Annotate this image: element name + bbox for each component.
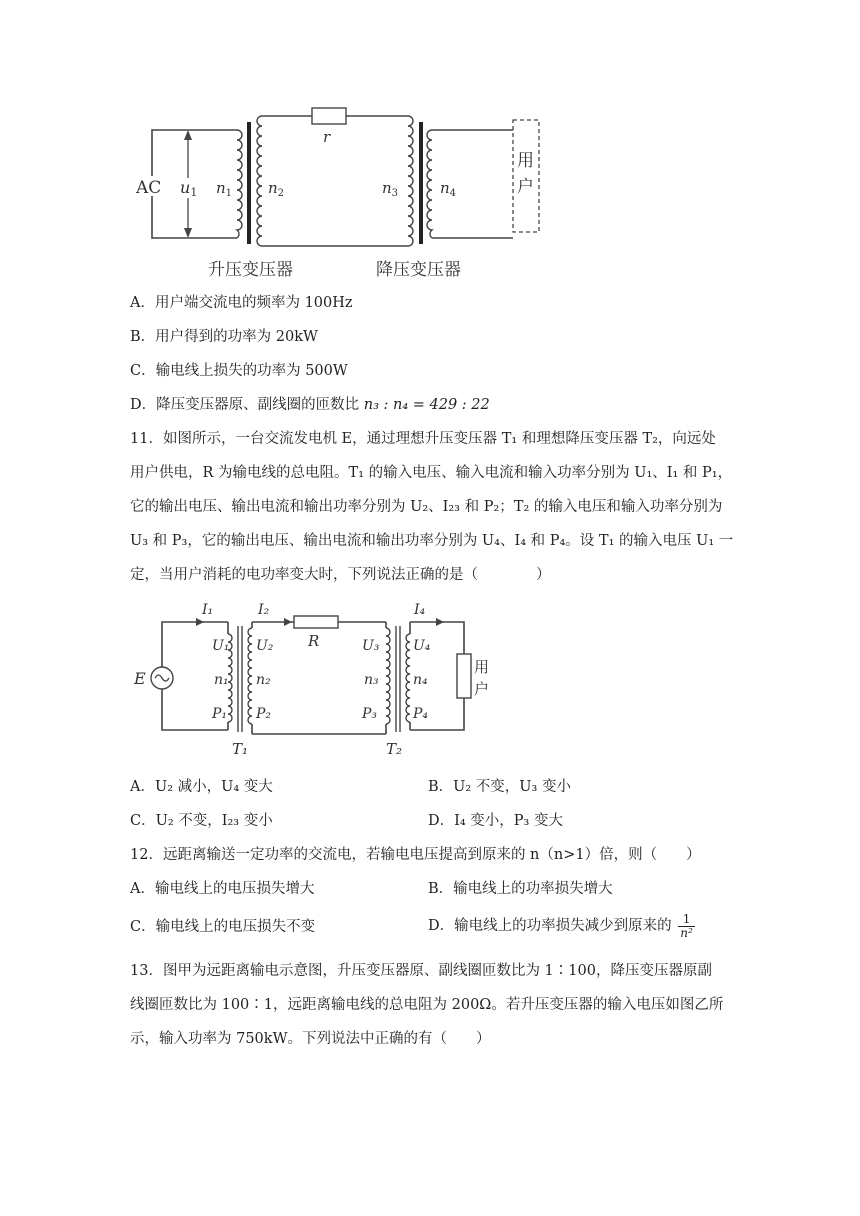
T1-secondary-coil [248,628,252,724]
fraction-denominator: n² [680,925,693,940]
q10-option-a: A．用户端交流电的频率为 100Hz [130,295,353,311]
user-load-box [513,120,539,232]
I4-arrow-icon [436,618,444,626]
step-up-core [247,122,251,244]
coil-n3 [408,116,413,246]
q13-stem-line1: 13．图甲为远距离输电示意图，升压变压器原、副线圈匝数比为 1∶100，降压变压器原副 [130,963,712,979]
U3-label: U₃ [362,638,380,654]
fraction [678,913,695,940]
P4-label: P₄ [413,706,429,722]
I1-arrow-icon [196,618,204,626]
q12-option-d [428,909,695,943]
P1-label: P₁ [212,706,228,722]
n1-label-fig2: n₁ [214,672,229,688]
q11-option-d: D．I₄ 变小，P₃ 变大 [428,813,563,829]
q13-stem-line2: 线圈匝数比为 100∶1，远距离输电线的总电阻为 200Ω。若升压变压器的输入电压如图乙所 [130,997,724,1013]
step-up-caption: 升压变压器 [208,260,293,280]
q12-option-b: B．输电线上的功率损失增大 [428,881,613,897]
I2-label: I₂ [258,602,270,618]
T2-secondary-coil [406,634,410,722]
U1-label: U₁ [212,638,230,654]
n2-label-fig2: n₂ [256,672,271,688]
q10-option-c: C．输电线上损失的功率为 500W [130,363,348,379]
q12-option-a: A．输电线上的电压损失增大 [130,881,315,897]
u1-label: u1 [180,178,198,199]
q11-stem-line5: 定，当用户消耗的电功率变大时，下列说法正确的是（ ） [130,567,551,583]
q12-option-d-text: D．输电线上的功率损失减少到原来的 [428,918,672,934]
user-char-2: 户 [517,177,534,197]
E-label: E [134,669,146,688]
T1-label: T₁ [232,740,249,758]
U2-label: U₂ [256,638,274,654]
q11-stem-line1: 11．如图所示，一台交流发电机 E，通过理想升压变压器 T₁ 和理想降压变压器 T₂，向远处 [130,431,716,447]
coil-n2 [257,116,262,246]
n1-label: $n_1$ [216,179,233,199]
q11-option-a: A．U₂ 减小，U₄ 变大 [130,779,273,795]
T2-label: T₂ [386,740,403,758]
fraction-numerator: 1 [678,913,695,927]
q11-option-c: C．U₂ 不变，I₂₃ 变小 [130,813,273,829]
step-down-caption: 降压变压器 [376,260,461,280]
n3-label: $n_3$ [382,179,399,199]
q10-option-d [130,395,490,415]
q10-option-b: B．用户得到的功率为 20kW [130,329,318,345]
user-char-2-fig2: 户 [474,680,490,698]
I2-arrow-icon [284,618,292,626]
transmission-diagram-1 [130,100,550,285]
q10-option-d-ratio: n₃ : n₄ = 429 : 22 [363,397,490,413]
n3-label-fig2: n₃ [364,672,379,688]
q12-stem: 12．远距离输送一定功率的交流电，若输电电压提高到原来的 n（n>1）倍，则（ ） [130,847,701,863]
P2-label: P₂ [256,706,272,722]
q11-option-b: B．U₂ 不变，U₃ 变小 [428,779,571,795]
resistor-r [312,108,346,124]
q11-stem-line3: 它的输出电压、输出电流和输出功率分别为 U₂、I₂₃ 和 P₂；T₂ 的输入电压和输入功率分别为 [130,499,723,515]
arrow-up-icon [184,130,192,140]
n4-label-fig2: n₄ [413,672,428,688]
step-down-core [419,122,423,244]
arrow-down-icon [184,228,192,238]
n4-label: $n_4$ [440,179,457,199]
T2-primary-coil [386,628,390,724]
I4-label: I₄ [414,602,426,618]
q13-stem-line3: 示，输入功率为 750kW。下列说法中正确的有（ ） [130,1031,491,1047]
q11-stem-line2: 用户供电，R 为输电线的总电阻。T₁ 的输入电压、输入电流和输入功率分别为 U₁、I₁ 和 P₁， [130,465,733,481]
coil-n1 [237,130,242,238]
resistor-R [294,616,338,628]
n2-label: $n_2$ [268,179,285,199]
user-load [457,654,471,698]
coil-n4 [427,130,432,238]
ac-label: AC [136,178,162,198]
q10-option-d-text: D．降压变压器原、副线圈的匝数比 [130,397,360,413]
user-char-1-fig2: 用 [474,658,490,676]
r-label: r [323,128,331,146]
q12-option-c: C．输电线上的电压损失不变 [130,919,316,935]
transmission-diagram-2 [130,598,510,763]
R-label: R [308,632,320,650]
q11-stem-line4: U₃ 和 P₃，它的输出电压、输出电流和输出功率分别为 U₄、I₄ 和 P₄。设 T₁ 的输入电压 U₁ 一 [130,533,734,549]
I1-label: I₁ [202,602,214,618]
U4-label: U₄ [413,638,431,654]
P3-label: P₃ [362,706,378,722]
user-char-1: 用 [517,151,534,171]
